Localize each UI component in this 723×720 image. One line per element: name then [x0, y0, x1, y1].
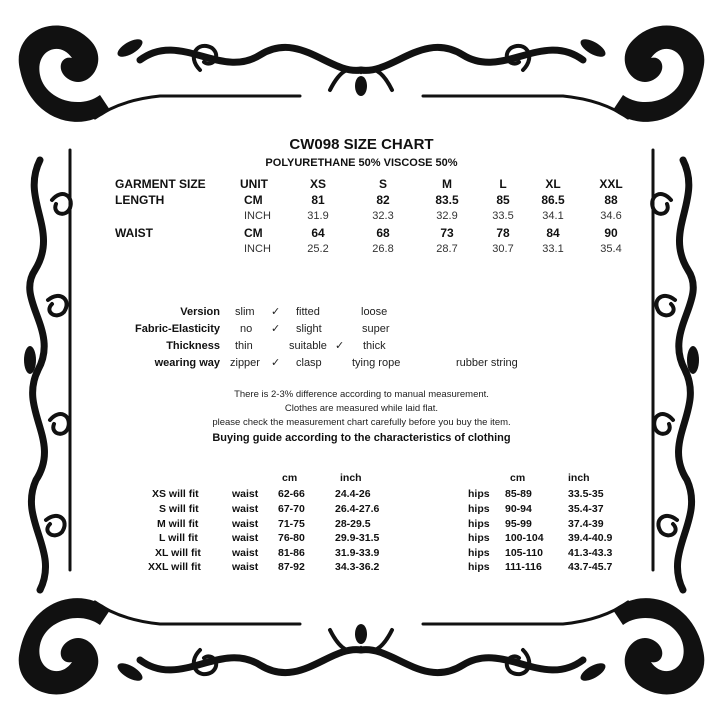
waist-inch-xs: 25.2 [307, 243, 329, 255]
waist-cm-xs: 64 [311, 226, 325, 240]
header-size-xs: XS [309, 177, 326, 191]
thickness-option-thin: thin [235, 340, 253, 352]
fit-waist-cm-s: 67-70 [278, 503, 305, 515]
fit-waist-cm-xl: 81-86 [278, 547, 305, 559]
thickness-option-suitable: suitable [289, 340, 327, 352]
buying-guide-title: Buying guide according to the characteristics of clothing [212, 432, 511, 444]
note-laid-flat: Clothes are measured while laid flat. [284, 403, 439, 414]
chart-title: CW098 SIZE CHART [289, 136, 434, 153]
length-inch-xxl: 34.6 [600, 210, 622, 222]
fit-waist-label-xs: waist [232, 488, 259, 500]
fit-hips-inch-m: 37.4-39 [568, 518, 604, 530]
elasticity-checkmark-icon: ✓ [271, 323, 281, 335]
fit-waist-inch-xs: 24.4-26 [335, 488, 371, 500]
version-option-fitted: fitted [296, 306, 320, 318]
waist-cm-xxl: 90 [604, 226, 618, 240]
fit-waist-inch-l: 29.9-31.5 [335, 532, 380, 544]
header-unit: UNIT [240, 177, 268, 191]
fit-size-xl: XL will fit [155, 547, 201, 559]
version-checkmark-icon: ✓ [271, 306, 281, 318]
attr-label-wearing-way: wearing way [154, 357, 220, 369]
fit-hips-inch-l: 39.4-40.9 [568, 532, 613, 544]
fit-waist-cm-m: 71-75 [278, 518, 305, 530]
wearing-option-rubber-string: rubber string [456, 357, 518, 369]
note-check-chart: please check the measurement chart carefully before you buy the item. [212, 417, 511, 428]
waist-cm-l: 78 [496, 226, 510, 240]
fit-hips-inch-xxl: 43.7-45.7 [568, 561, 613, 573]
length-inch-s: 32.3 [372, 210, 394, 222]
fit-hips-label-xl: hips [468, 547, 490, 559]
material-composition: POLYURETHANE 50% VISCOSE 50% [265, 157, 458, 169]
fit-waist-inch-xxl: 34.3-36.2 [335, 561, 380, 573]
length-cm-l: 85 [496, 193, 510, 207]
fit-hips-cm-xs: 85-89 [505, 488, 532, 500]
length-cm-m: 83.5 [435, 193, 459, 207]
fit-hips-label-s: hips [468, 503, 490, 515]
fit-hips-label-xxl: hips [468, 561, 490, 573]
waist-unit-cm: CM [244, 226, 263, 240]
waist-cm-m: 73 [440, 226, 454, 240]
attr-label-version: Version [180, 306, 220, 318]
length-cm-xxl: 88 [604, 193, 618, 207]
row-label-waist: WAIST [115, 226, 153, 240]
header-size-s: S [378, 177, 387, 191]
fit-hips-label-m: hips [468, 518, 490, 530]
waist-cm-xl: 84 [546, 226, 560, 240]
thickness-checkmark-icon: ✓ [335, 340, 345, 352]
fit-header-waist-inch: inch [340, 472, 362, 484]
wearing-checkmark-icon: ✓ [271, 357, 281, 369]
version-option-loose: loose [361, 306, 388, 318]
fit-header-hips-inch: inch [568, 472, 590, 484]
fit-size-xxl: XXL will fit [148, 561, 201, 573]
fit-header-waist-cm: cm [282, 472, 298, 484]
length-cm-xs: 81 [311, 193, 325, 207]
fit-waist-inch-xl: 31.9-33.9 [335, 547, 380, 559]
fit-hips-inch-xs: 33.5-35 [568, 488, 604, 500]
note-measurement-difference: There is 2-3% difference according to manual measurement. [234, 389, 489, 400]
length-unit-inch: INCH [244, 210, 271, 222]
waist-inch-m: 28.7 [436, 243, 458, 255]
elasticity-option-slight: slight [296, 323, 322, 335]
waist-inch-xxl: 35.4 [600, 243, 622, 255]
fit-hips-cm-s: 90-94 [505, 503, 532, 515]
fit-waist-cm-xxl: 87-92 [278, 561, 305, 573]
fit-waist-label-xxl: waist [232, 561, 259, 573]
fit-hips-cm-xl: 105-110 [505, 547, 543, 559]
length-inch-xl: 34.1 [542, 210, 564, 222]
header-size-xl: XL [545, 177, 561, 191]
fit-size-m: M will fit [157, 518, 199, 530]
fit-hips-cm-m: 95-99 [505, 518, 532, 530]
wearing-option-tying-rope: tying rope [352, 357, 401, 369]
attr-label-fabric-elasticity: Fabric-Elasticity [135, 323, 220, 335]
fit-hips-inch-xl: 41.3-43.3 [568, 547, 613, 559]
thickness-option-thick: thick [363, 340, 386, 352]
fit-size-xs: XS will fit [152, 488, 199, 500]
header-size-m: M [442, 177, 452, 191]
fit-waist-label-m: waist [232, 518, 259, 530]
fit-waist-inch-s: 26.4-27.6 [335, 503, 380, 515]
fit-waist-cm-xs: 62-66 [278, 488, 305, 500]
waist-inch-xl: 33.1 [542, 243, 564, 255]
attr-label-thickness: Thickness [166, 340, 220, 352]
wearing-option-clasp: clasp [296, 357, 322, 369]
waist-inch-s: 26.8 [372, 243, 394, 255]
row-label-length: LENGTH [115, 193, 165, 207]
header-size-l: L [499, 177, 507, 191]
fit-waist-cm-l: 76-80 [278, 532, 305, 544]
elasticity-option-no: no [240, 323, 253, 335]
header-garment-size: GARMENT SIZE [115, 177, 206, 191]
waist-cm-s: 68 [376, 226, 390, 240]
length-cm-xl: 86.5 [541, 193, 565, 207]
fit-hips-inch-s: 35.4-37 [568, 503, 604, 515]
wearing-option-zipper: zipper [230, 357, 260, 369]
elasticity-option-super: super [362, 323, 390, 335]
fit-size-l: L will fit [159, 532, 198, 544]
fit-size-s: S will fit [159, 503, 199, 515]
header-size-xxl: XXL [599, 177, 623, 191]
waist-inch-l: 30.7 [492, 243, 514, 255]
fit-waist-inch-m: 28-29.5 [335, 518, 371, 530]
fit-hips-cm-xxl: 111-116 [505, 561, 542, 573]
length-inch-l: 33.5 [492, 210, 514, 222]
fit-waist-label-s: waist [232, 503, 259, 515]
length-cm-s: 82 [376, 193, 390, 207]
length-inch-m: 32.9 [436, 210, 458, 222]
fit-hips-cm-l: 100-104 [505, 532, 544, 544]
waist-unit-inch: INCH [244, 243, 271, 255]
fit-hips-label-xs: hips [468, 488, 490, 500]
length-unit-cm: CM [244, 193, 263, 207]
fit-hips-label-l: hips [468, 532, 490, 544]
version-option-slim: slim [235, 306, 255, 318]
length-inch-xs: 31.9 [307, 210, 329, 222]
fit-waist-label-xl: waist [232, 547, 259, 559]
fit-header-hips-cm: cm [510, 472, 526, 484]
fit-waist-label-l: waist [232, 532, 259, 544]
